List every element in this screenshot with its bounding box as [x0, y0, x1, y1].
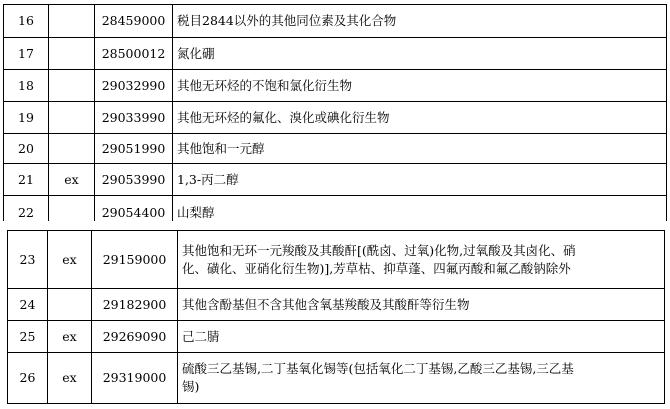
- tariff-code: 29033990: [95, 102, 173, 134]
- table-row: [4, 38, 667, 70]
- product-description: 山梨醇: [173, 196, 667, 230]
- row-number: 18: [4, 70, 49, 102]
- product-description: 氮化硼: [173, 38, 667, 70]
- row-number: 24: [8, 289, 48, 321]
- product-description: [178, 353, 665, 404]
- ex-mark: [49, 102, 95, 134]
- ex-mark: ex: [48, 321, 92, 353]
- product-description: [178, 231, 665, 289]
- row-number: 21: [4, 164, 49, 196]
- tariff-code: 29319000: [92, 353, 178, 404]
- ex-mark: ex: [49, 164, 95, 196]
- table-row: [8, 321, 665, 353]
- tariff-table-lower: [7, 230, 665, 404]
- description-line: 锡): [182, 379, 200, 394]
- row-number: 17: [4, 38, 49, 70]
- table-row: [4, 5, 667, 38]
- product-description: 税目2844以外的其他同位素及其化合物: [173, 5, 667, 38]
- ex-mark: ex: [48, 353, 92, 404]
- product-description: 其他含酚基但不含其他含氧基羧酸及其酸酐等衍生物: [178, 289, 665, 321]
- tariff-code: 29054400: [95, 196, 173, 230]
- tariff-code: 29032990: [95, 70, 173, 102]
- product-description: 其他无环烃的不饱和氯化衍生物: [173, 70, 667, 102]
- tariff-code: 29182900: [92, 289, 178, 321]
- tariff-code: 29269090: [92, 321, 178, 353]
- tariff-code: 29051990: [95, 134, 173, 164]
- table-row: [8, 289, 665, 321]
- page-break-gap: [0, 221, 670, 230]
- tariff-code: 28459000: [95, 5, 173, 38]
- description-line: 其他饱和无环一元羧酸及其酸酐[(酰卤、过氧)化物,过氧酸及其卤化、硝: [182, 242, 576, 258]
- product-description: 其他饱和一元醇: [173, 134, 667, 164]
- ex-mark: [49, 5, 95, 38]
- product-description: 己二腈: [178, 321, 665, 353]
- description-line: 硫酸三乙基锡,二丁基氧化锡等(包括氧化二丁基锡,乙酸三乙基锡,三乙基: [182, 361, 574, 376]
- row-number: 26: [8, 353, 48, 404]
- table-row: [8, 353, 665, 404]
- product-description: 1,3-丙二醇: [173, 164, 667, 196]
- row-number: 22: [4, 196, 49, 230]
- row-number: 16: [4, 5, 49, 38]
- tariff-table-upper: [3, 4, 667, 230]
- ex-mark: ex: [48, 231, 92, 289]
- table-row: [4, 102, 667, 134]
- ex-mark: [49, 70, 95, 102]
- row-number: 20: [4, 134, 49, 164]
- table-row: [4, 70, 667, 102]
- tariff-code: 29159000: [92, 231, 178, 289]
- row-number: 19: [4, 102, 49, 134]
- tariff-code: 28500012: [95, 38, 173, 70]
- row-number: 23: [8, 231, 48, 289]
- ex-mark: [48, 289, 92, 321]
- tariff-code: 29053990: [95, 164, 173, 196]
- table-row: [4, 164, 667, 196]
- description-line: 化、磺化、亚硝化衍生物)],芳草枯、抑草蓬、四氟丙酸和氟乙酸钠除外: [182, 260, 571, 276]
- table-row: [4, 134, 667, 164]
- table-row: [8, 231, 665, 289]
- product-description: 其他无环烃的氟化、溴化或碘化衍生物: [173, 102, 667, 134]
- ex-mark: [49, 38, 95, 70]
- row-number: 25: [8, 321, 48, 353]
- ex-mark: [49, 134, 95, 164]
